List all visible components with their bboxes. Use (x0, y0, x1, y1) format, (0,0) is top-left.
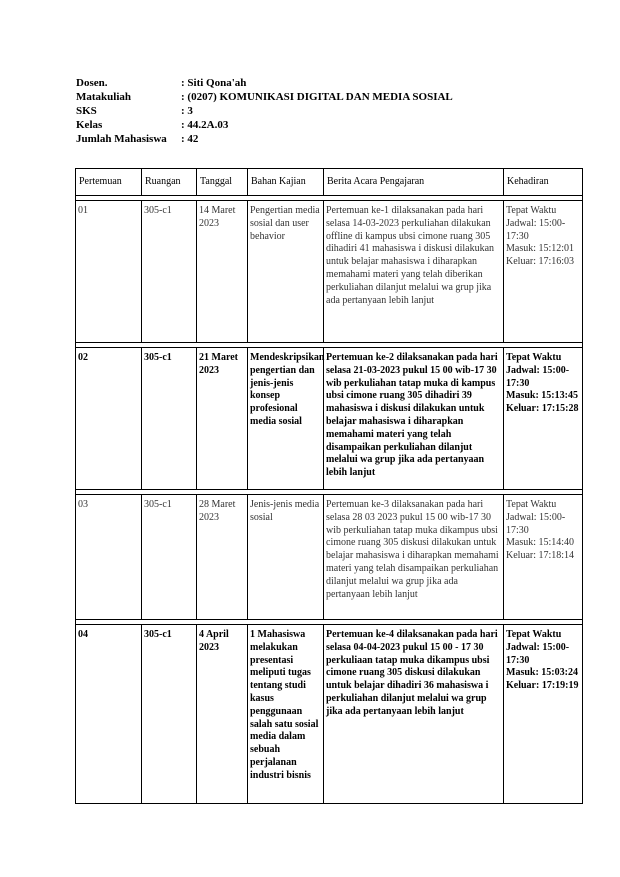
cell-pertemuan: 02 (76, 348, 142, 490)
header-row-dosen (76, 76, 453, 90)
table-header-row (76, 169, 583, 196)
kehadiran-keluar: Keluar: 17:15:28 (506, 403, 579, 415)
matakuliah-value: : (0207) KOMUNIKASI DIGITAL DAN MEDIA SOSIAL (181, 91, 453, 103)
cell-ruangan: 305-c1 (142, 201, 197, 343)
cell-pertemuan: 03 (76, 495, 142, 620)
kelas-label: Kelas (76, 119, 103, 131)
kehadiran-keluar: Keluar: 17:19:19 (506, 680, 579, 692)
kehadiran-masuk: Masuk: 15:14:40 (506, 537, 575, 549)
col-header-bahan-kajian: Bahan Kajian (248, 169, 324, 196)
jumlah-label: Jumlah Mahasiswa (76, 133, 167, 145)
cell-berita-acara: Pertemuan ke-2 dilaksanakan pada hari selasa 21-03-2023 pukul 15 00 wib-17 30 wib perkuliahan tatap muka di kampus ubsi cimone ruang 305 dihadiri 39 mahasiswa i diskusi dilakukan untuk belajar mahasiswa i diharapkan memahami materi yang telah disampaikan perkuliahan dilanjut melalui wa grup jika ada pertanyaan lebih lanjut (324, 348, 504, 490)
table-row (76, 348, 583, 490)
cell-berita-acara: Pertemuan ke-3 dilaksanakan pada hari selasa 28 03 2023 pukul 15 00 wib-17 30 wib perkuliahan tatap muka dikampus ubsi cimone ruang 305 diskusi dilakukan untuk belajar mahasiswa i diharapkan memahami materi yang telah disampaikan perkuliahan dilanjut melalui wa grup jika ada pertanyaan lebih lanjut (324, 495, 504, 620)
header-row-jumlah (76, 132, 453, 146)
col-header-tanggal: Tanggal (197, 169, 248, 196)
kelas-value: : 44.2A.03 (181, 119, 229, 131)
kehadiran-keluar: Keluar: 17:16:03 (506, 256, 575, 268)
kehadiran-jadwal: Jadwal: 15:00-17:30 (506, 364, 570, 389)
cell-bahan-kajian: Jenis-jenis media sosial (248, 495, 324, 620)
col-header-pertemuan: Pertemuan (76, 169, 142, 196)
cell-bahan-kajian: 1 Mahasiswa melakukan presentasi meliputi tugas tentang studi kasus penggunaan salah satu sosial media dalam sebuah perjalanan industri bisnis (248, 625, 324, 804)
table-row (76, 201, 583, 343)
cell-kehadiran (504, 625, 583, 804)
kehadiran-masuk: Masuk: 15:03:24 (506, 667, 578, 679)
cell-tanggal: 28 Maret 2023 (197, 495, 248, 620)
cell-pertemuan: 04 (76, 625, 142, 804)
cell-ruangan: 305-c1 (142, 348, 197, 490)
cell-pertemuan: 01 (76, 201, 142, 343)
cell-ruangan: 305-c1 (142, 625, 197, 804)
kehadiran-status: Tepat Waktu (506, 205, 557, 216)
col-header-berita-acara: Berita Acara Pengajaran (324, 169, 504, 196)
kehadiran-masuk: Masuk: 15:12:01 (506, 243, 575, 255)
kehadiran-status: Tepat Waktu (506, 352, 562, 363)
col-header-kehadiran: Kehadiran (504, 169, 583, 196)
cell-bahan-kajian: Mendeskripsikan pengertian dan jenis-jenis konsep profesional media sosial (248, 348, 324, 490)
kehadiran-masuk: Masuk: 15:13:45 (506, 390, 578, 402)
cell-berita-acara: Pertemuan ke-4 dilaksanakan pada hari selasa 04-04-2023 pukul 15 00 - 17 30 perkuliaan tatap muka dikampus ubsi cimone ruang 305 diskusi dilakukan untuk belajar dihadiri 36 mahasiswa i perkuliahan dilanjut melalui wa grup jika ada pertanyaan lebih lanjut (324, 625, 504, 804)
kehadiran-status: Tepat Waktu (506, 499, 557, 510)
dosen-label: Dosen. (76, 77, 108, 89)
cell-tanggal: 14 Maret 2023 (197, 201, 248, 343)
sks-label: SKS (76, 105, 97, 117)
jumlah-value: : 42 (181, 133, 199, 145)
cell-tanggal: 4 April 2023 (197, 625, 248, 804)
kehadiran-jadwal: Jadwal: 15:00-17:30 (506, 511, 566, 536)
header-row-sks (76, 104, 453, 118)
header-info (76, 76, 453, 146)
header-row-kelas (76, 118, 453, 132)
cell-bahan-kajian: Pengertian media sosial dan user behavior (248, 201, 324, 343)
cell-kehadiran (504, 201, 583, 343)
cell-berita-acara: Pertemuan ke-1 dilaksanakan pada hari selasa 14-03-2023 perkuliahan dilakukan offline di kampus ubsi cimone ruang 305 dihadiri 41 mahasiswa i diskusi dilakukan untuk belajar mahasiswa i diharapkan memahami materi yang telah diberikan perkuliahan dilanjut melalui wa grup jika ada pertanyaan lebih lanjut (324, 201, 504, 343)
kehadiran-keluar: Keluar: 17:18:14 (506, 550, 575, 562)
attendance-table (75, 168, 583, 804)
cell-tanggal: 21 Maret 2023 (197, 348, 248, 490)
cell-kehadiran (504, 348, 583, 490)
table-row (76, 625, 583, 804)
kehadiran-jadwal: Jadwal: 15:00-17:30 (506, 641, 570, 666)
matakuliah-label: Matakuliah (76, 91, 132, 103)
dosen-value: : Siti Qona'ah (181, 77, 247, 89)
kehadiran-jadwal: Jadwal: 15:00-17:30 (506, 217, 566, 242)
cell-kehadiran (504, 495, 583, 620)
header-row-matakuliah (76, 90, 453, 104)
cell-ruangan: 305-c1 (142, 495, 197, 620)
table-row (76, 495, 583, 620)
col-header-ruangan: Ruangan (142, 169, 197, 196)
sks-value: : 3 (181, 105, 193, 117)
kehadiran-status: Tepat Waktu (506, 629, 562, 640)
